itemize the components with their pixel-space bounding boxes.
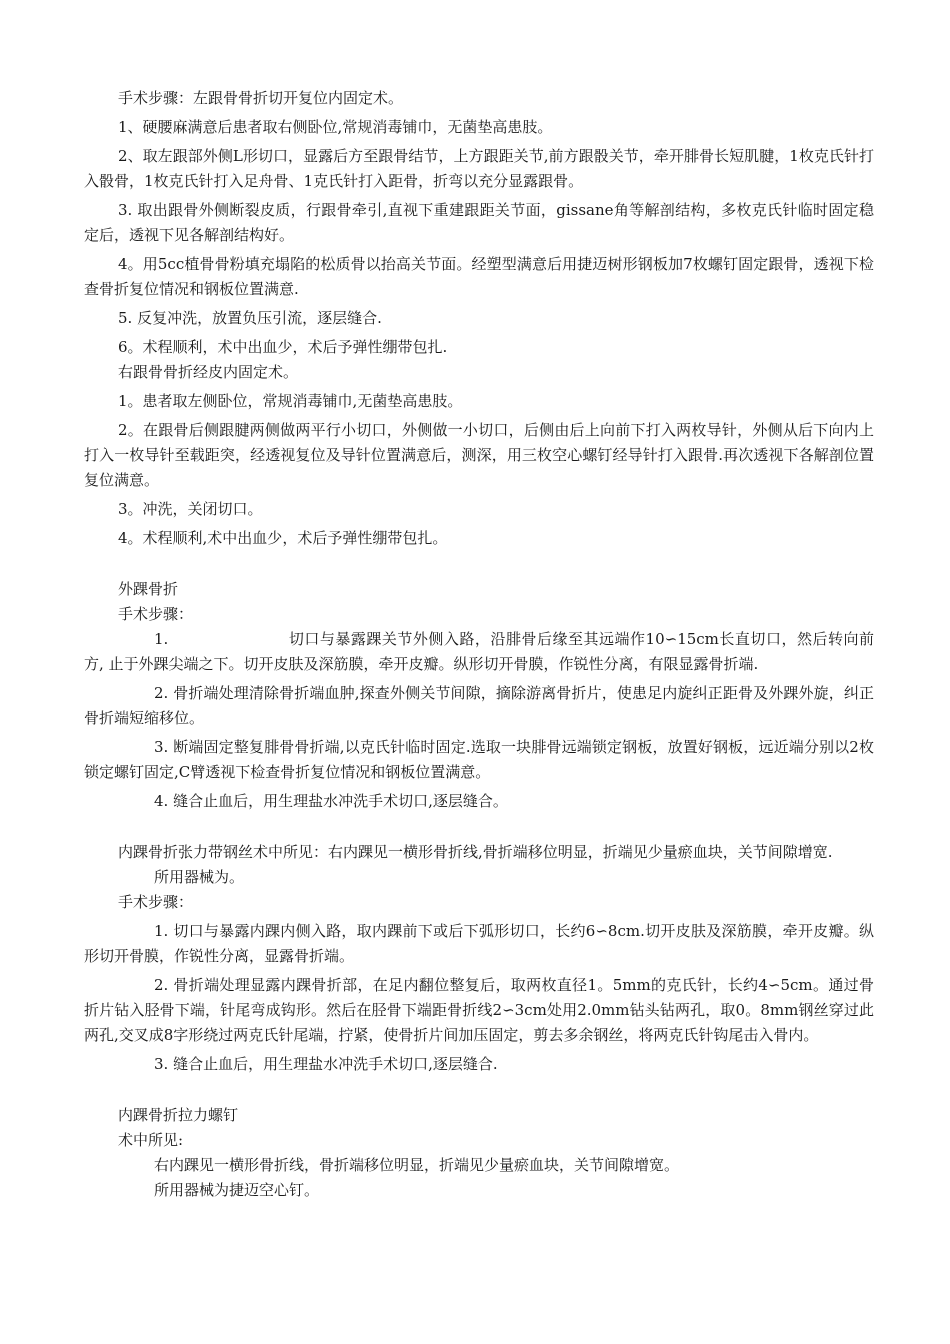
- section1-step-5: 5. 反复冲洗，放置负压引流，逐层缝合.: [118, 309, 382, 327]
- section2-title: 右跟骨骨折经皮内固定术。: [118, 363, 299, 381]
- section2-step-2: 2。在跟骨后侧跟腱两侧做两平行小切口，外侧做一小切口，后侧由后上向前下打入两枚导针，外侧从后下向内上打入一枚导针至载距突，经透视复位及导针位置满意后，测深，用三枚空心螺钉经导针打入跟骨.再次透视下各解剖位置复位满意。: [84, 421, 874, 489]
- section1-step-4: 4。用5cc植骨骨粉填充塌陷的松质骨以抬高关节面。经塑型满意后用捷迈树形钢板加7枚螺钉固定跟骨，透视下检查骨折复位情况和钢板位置满意.: [84, 255, 874, 298]
- section1-step-1: 1、硬腰麻满意后患者取右侧卧位,常规消毒铺巾，无菌垫高患肢。: [118, 118, 553, 136]
- section3-step-3: 3. 断端固定整复腓骨骨折端,以克氏针临时固定.选取一块腓骨远端锁定钢板，放置好钢板，远近端分别以2枚锁定螺钉固定,C臂透视下检查骨折复位情况和钢板位置满意。: [84, 738, 874, 781]
- section5-subtitle: 术中所见:: [118, 1131, 184, 1149]
- section1-step-3: 3. 取出跟骨外侧断裂皮质，行跟骨牵引,直视下重建跟距关节面，gissane角等解剖结构，多枚克氏针临时固定稳定后，透视下见各解剖结构好。: [84, 201, 874, 244]
- section4-step-1: 1. 切口与暴露内踝内侧入路，取内踝前下或后下弧形切口，长约6∽8cm.切开皮肤及深筋膜，牵开皮瓣。纵形切开骨膜，作锐性分离，显露骨折端。: [84, 922, 874, 965]
- section4-title: 内踝骨折张力带钢丝术中所见：右内踝见一横形骨折线,骨折端移位明显，折端见少量瘀血块，关节间隙增宽.: [118, 843, 833, 861]
- section3-step-1-number: 1.: [154, 630, 169, 648]
- section3-subtitle: 手术步骤：: [118, 605, 194, 623]
- section3-step-2: 2. 骨折端处理清除骨折端血肿,探查外侧关节间隙，摘除游离骨折片，使患足内旋纠正距骨及外踝外旋，纠正骨折端短缩移位。: [84, 684, 874, 727]
- section1-title: 手术步骤：左跟骨骨折切开复位内固定术。: [118, 89, 404, 107]
- section2-step-3: 3。冲洗，关闭切口。: [118, 500, 263, 518]
- section1-step-2: 2、取左跟部外侧L形切口，显露后方至跟骨结节，上方跟距关节,前方跟骰关节，牵开腓骨长短肌腱，1枚克氏针打入骰骨，1枚克氏针打入足舟骨、1克氏针打入距骨，折弯以充分显露跟骨。: [84, 147, 874, 190]
- section3-step-1: [84, 627, 874, 677]
- section1-step-6: 6。术程顺利，术中出血少，术后予弹性绷带包扎.: [118, 338, 448, 356]
- section3-step-4: 4. 缝合止血后，用生理盐水冲洗手术切口,逐层缝合。: [154, 792, 508, 810]
- section4-subtitle: 手术步骤：: [118, 893, 194, 911]
- section4-instruments: 所用器械为。: [154, 868, 245, 886]
- section5-findings: 右内踝见一横形骨折线，骨折端移位明显，折端见少量瘀血块，关节间隙增宽。: [154, 1156, 680, 1174]
- section3-title: 外踝骨折: [118, 580, 179, 598]
- document-page: [84, 86, 874, 1203]
- section3-step-1-text: 切口与暴露踝关节外侧入路，沿腓骨后缘至其远端作10∽15cm长直切口，然后转向前方, 止于外踝尖端之下。切开皮肤及深筋膜，牵开皮瓣。纵形切开骨膜，作锐性分离，有限显露骨折端.: [84, 630, 874, 673]
- section5-title: 内踝骨折拉力螺钉: [118, 1106, 239, 1124]
- section2-step-4: 4。术程顺利,术中出血少，术后予弹性绷带包扎。: [118, 529, 448, 547]
- section4-step-2: 2. 骨折端处理显露内踝骨折部，在足内翻位整复后，取两枚直径1。5mm的克氏针，长约4∽5cm。通过骨折片钻入胫骨下端，针尾弯成钩形。然后在胫骨下端距骨折线2∽3cm处用2.0mm钻头钻两孔，取0。8mm钢丝穿过此两孔,交叉成8字形绕过两克氏针尾端，拧紧，使骨折片间加压固定，剪去多余钢丝，将两克氏针钩尾击入骨内。: [84, 976, 874, 1044]
- section5-instruments: 所用器械为捷迈空心钉。: [154, 1181, 320, 1199]
- section2-step-1: 1。患者取左侧卧位，常规消毒铺巾,无菌垫高患肢。: [118, 392, 463, 410]
- section4-step-3: 3. 缝合止血后，用生理盐水冲洗手术切口,逐层缝合.: [154, 1055, 498, 1073]
